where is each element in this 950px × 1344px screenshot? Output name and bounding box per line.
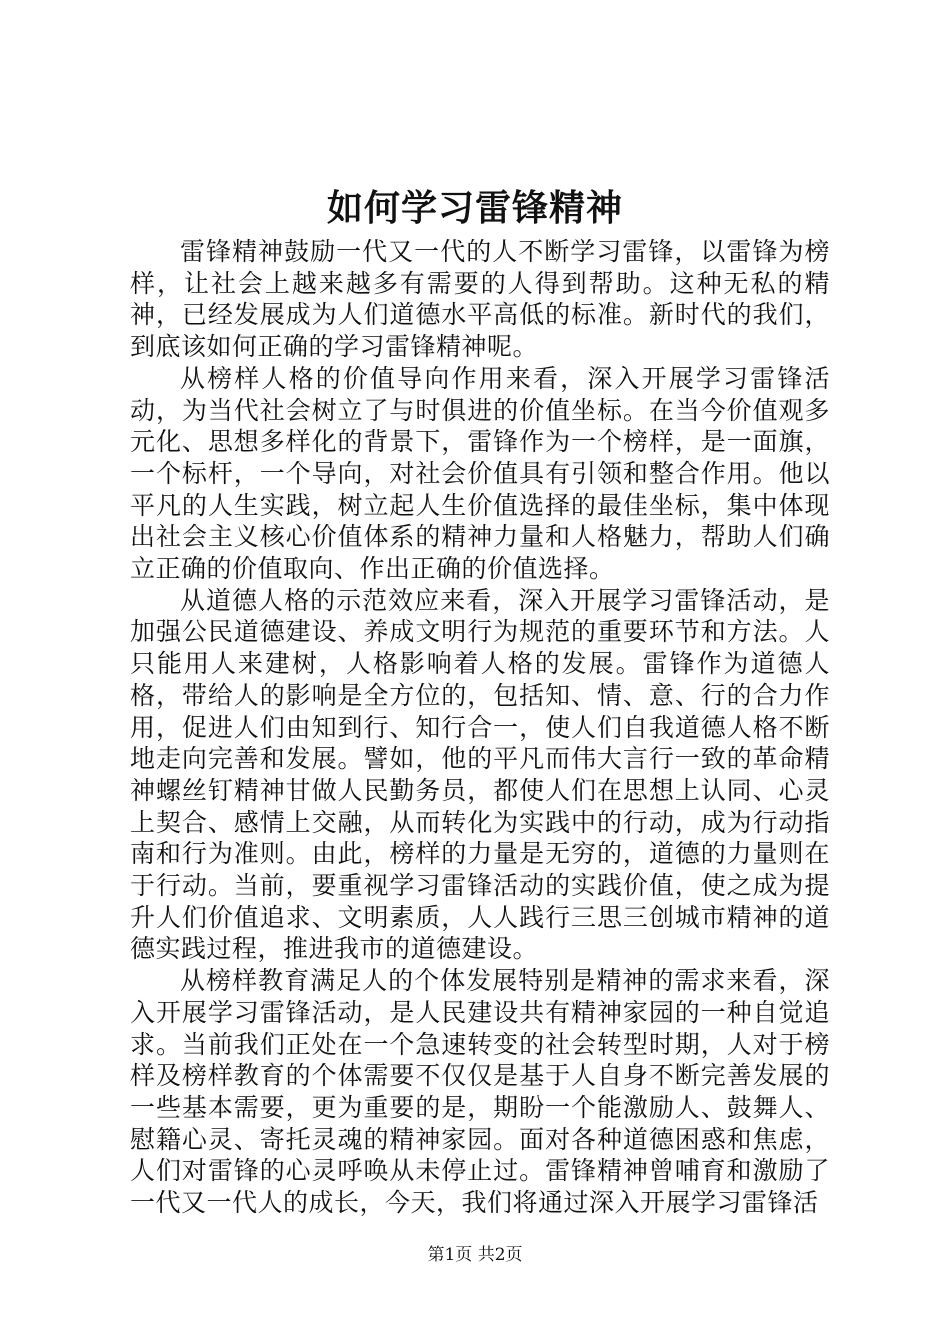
document-body [130, 236, 830, 1219]
page-footer: 第1页 共2页 [427, 1245, 523, 1265]
paragraph-4: 从榜样教育满足人的个体发展特别是精神的需求来看，深入开展学习雷锋活动，是人民建设共有精神家园的一种自觉追求。当前我们正处在一个急速转变的社会转型时期，人对于榜样及榜样教育的个体需要不仅仅是基于人自身不断完善发展的一些基本需要，更为重要的是，期盼一个能激励人、鼓舞人、慰籍心灵、寄托灵魂的精神家园。面对各种道德困惑和焦虑，人们对雷锋的心灵呼唤从未停止过。雷锋精神曾哺育和激励了一代又一代人的成长，今天，我们将通过深入开展学习雷锋活 [130, 966, 830, 1218]
paragraph-3: 从道德人格的示范效应来看，深入开展学习雷锋活动，是加强公民道德建设、养成文明行为规范的重要环节和方法。人只能用人来建树，人格影响着人格的发展。雷锋作为道德人格，带给人的影响是全方位的，包括知、情、意、行的合力作用，促进人们由知到行、知行合一，使人们自我道德人格不断地走向完善和发展。譬如，他的平凡而伟大言行一致的革命精神螺丝钉精神甘做人民勤务员，都使人们在思想上认同、心灵上契合、感情上交融，从而转化为实践中的行动，成为行动指南和行为准则。由此，榜样的力量是无穷的，道德的力量则在于行动。当前，要重视学习雷锋活动的实践价值，使之成为提升人们价值追求、文明素质，人人践行三思三创城市精神的道德实践过程，推进我市的道德建设。 [130, 585, 830, 964]
document-title: 如何学习雷锋精神 [326, 187, 623, 229]
paragraph-2: 从榜样人格的价值导向作用来看，深入开展学习雷锋活动，为当代社会树立了与时俱进的价值坐标。在当今价值观多元化、思想多样化的背景下，雷锋作为一个榜样，是一面旗，一个标杆，一个导向，对社会价值具有引领和整合作用。他以平凡的人生实践，树立起人生价值选择的最佳坐标，集中体现出社会主义核心价值体系的精神力量和人格魅力，帮助人们确立正确的价值取向、作出正确的价值选择。 [130, 363, 830, 584]
paragraph-1: 雷锋精神鼓励一代又一代的人不断学习雷锋，以雷锋为榜样，让社会上越来越多有需要的人得到帮助。这种无私的精神，已经发展成为人们道德水平高低的标准。新时代的我们，到底该如何正确的学习雷锋精神呢。 [130, 237, 830, 362]
